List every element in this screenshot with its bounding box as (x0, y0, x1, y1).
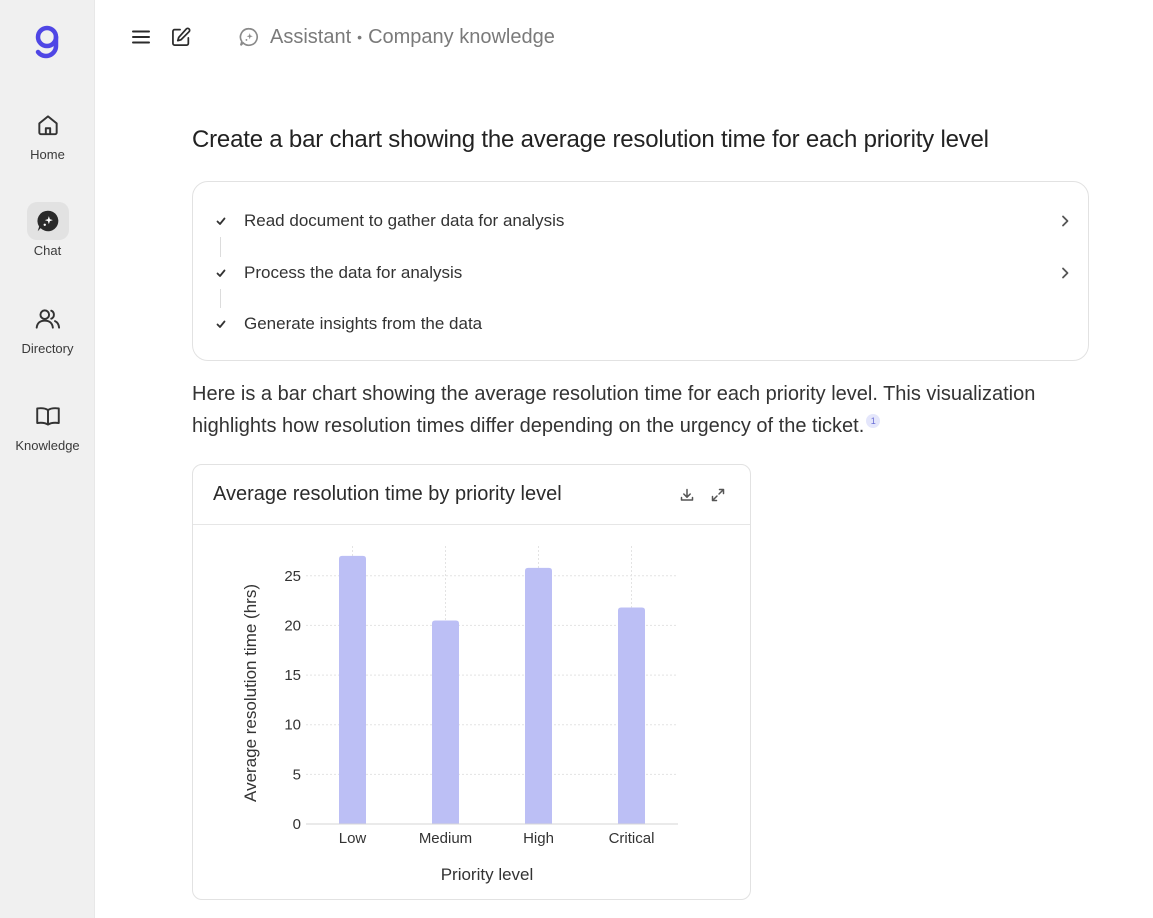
check-icon (207, 257, 235, 289)
edit-icon (170, 26, 192, 48)
step-item[interactable] (207, 257, 1077, 289)
check-icon (207, 205, 235, 237)
y-tick-label: 25 (284, 567, 301, 585)
sidebar-item-label: Directory (21, 341, 74, 356)
bar-medium[interactable] (432, 620, 459, 824)
check-icon (207, 308, 235, 340)
chart-title: Average resolution time by priority level (213, 483, 562, 505)
page-title (238, 24, 555, 50)
step-label: Process the data for analysis (244, 263, 463, 282)
answer-text: Here is a bar chart showing the average resolution time for each priority level. This visualization highlights how resolution times differ depending on the urgency of the ticket. (192, 383, 1036, 437)
bar-chart (193, 526, 750, 900)
y-tick-label: 10 (284, 716, 301, 734)
x-tick-label: Critical (608, 830, 655, 847)
y-tick-label: 0 (292, 816, 301, 833)
new-chat-button[interactable] (168, 24, 194, 50)
x-axis-ticks (339, 830, 655, 847)
x-axis-label: Priority level (440, 865, 534, 884)
y-axis-ticks (284, 568, 301, 833)
assistant-subtitle: Company knowledge (368, 25, 555, 48)
home-icon (27, 106, 69, 144)
sidebar (0, 0, 95, 918)
step-label: Read document to gather data for analysis (244, 211, 565, 230)
y-tick-label: 15 (284, 667, 301, 685)
sidebar-item-knowledge[interactable] (0, 397, 95, 453)
chevron-right-icon[interactable] (1053, 209, 1077, 233)
logo-icon[interactable] (29, 22, 65, 62)
bar-high[interactable] (525, 568, 552, 824)
sidebar-item-chat[interactable] (0, 202, 95, 258)
y-tick-label: 20 (284, 617, 301, 635)
sidebar-item-label: Chat (33, 243, 62, 258)
user-prompt: Create a bar chart showing the average resolution time for each priority level (192, 126, 989, 153)
bar-low[interactable] (339, 556, 366, 824)
chart-bars (339, 556, 645, 824)
expand-button[interactable] (706, 483, 730, 507)
y-tick-label: 5 (292, 766, 301, 784)
book-icon (27, 397, 69, 435)
title-separator: • (357, 29, 363, 45)
hamburger-icon (130, 26, 152, 48)
expand-icon (710, 487, 726, 503)
step-label: Generate insights from the data (244, 314, 483, 333)
sidebar-item-label: Knowledge (15, 438, 80, 453)
assistant-answer (192, 378, 1092, 442)
sidebar-item-home[interactable] (0, 106, 95, 162)
steps-panel (192, 181, 1089, 361)
x-tick-label: Low (338, 830, 367, 847)
assistant-title: Assistant (270, 25, 352, 48)
x-tick-label: High (523, 830, 554, 847)
x-tick-label: Medium (418, 830, 473, 847)
chart-header (193, 465, 750, 525)
sidebar-item-label: Home (30, 147, 65, 162)
chart-card (192, 464, 751, 900)
step-item[interactable] (207, 205, 1077, 237)
y-axis-label: Average resolution time (hrs) (241, 584, 260, 802)
menu-button[interactable] (128, 24, 154, 50)
bar-critical[interactable] (618, 608, 645, 824)
assistant-icon (238, 26, 260, 48)
chat-icon (27, 202, 69, 240)
people-icon (27, 300, 69, 338)
chevron-right-icon[interactable] (1053, 261, 1077, 285)
citation-badge[interactable]: 1 (866, 414, 880, 428)
sidebar-item-directory[interactable] (0, 300, 95, 356)
step-item (207, 308, 1077, 340)
download-icon (679, 487, 695, 503)
download-button[interactable] (675, 483, 699, 507)
